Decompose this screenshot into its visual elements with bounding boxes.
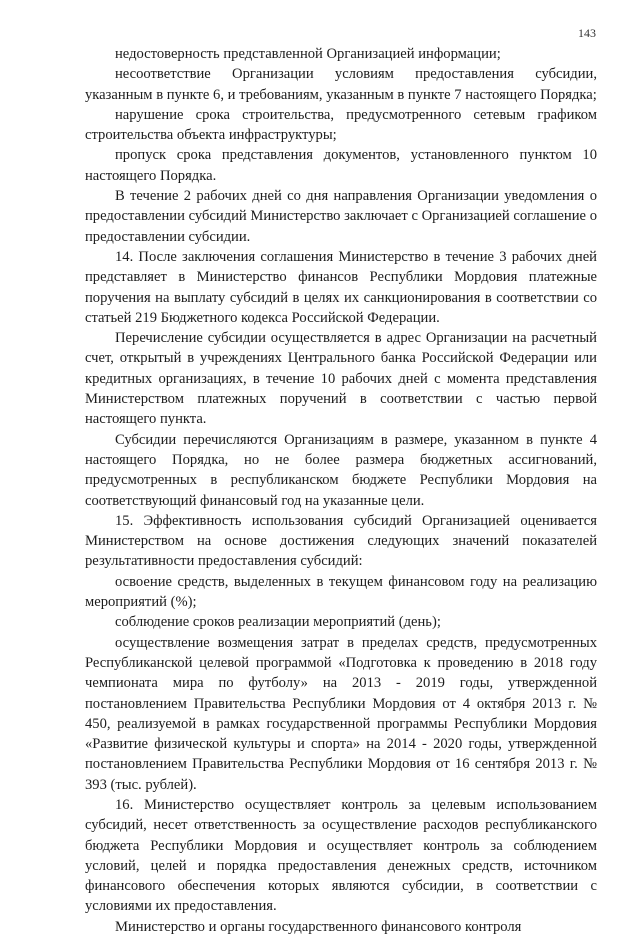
paragraph: Перечисление субсидии осуществляется в адрес Организации на расчетный счет, открытый в учреждениях Центрального банка Российской Федерации или кредитных организациях, в течение 10 рабочих дней с момента представления Министерством платежных поручений в соответствии с частью первой настоящего пункта. [85,330,597,428]
paragraph: 14. После заключения соглашения Министерство в течение 3 рабочих дней представляет в Министерство финансов Республики Мордовия платежные поручения на выплату субсидий в целях их санкционирования в соответствии со статьей 219 Бюджетного кодекса Российской Федерации. [85,248,597,326]
paragraph: осуществление возмещения затрат в пределах средств, предусмотренных Республиканской целевой программой «Подготовка к проведению в 2018 году чемпионата мира по футболу» на 2013 - 2019 годы, утвержденной постановлением Правительства Республики Мордовия от 4 октября 2013 г. № 450, реализуемой в рамках государственной программы Республики Мордовия «Развитие физической культуры и спорта» на 2014 - 2020 годы, утвержденной постановлением Правительства Республики Мордовия от 16 сентября 2013 г. № 393 (тыс. рублей). [85,634,597,793]
paragraph: освоение средств, выделенных в текущем финансовом году на реализацию мероприятий (%); [85,573,597,611]
paragraph: Субсидии перечисляются Организациям в размере, указанном в пункте 4 настоящего Порядка, но не более размера бюджетных ассигнований, предусмотренных в республиканском бюджете Республики Мордовия на соответствующий финансовый год на указанные цели. [85,431,597,509]
paragraph: пропуск срока представления документов, установленного пунктом 10 настоящего Порядка. [85,147,597,184]
paragraph: 15. Эффективность использования субсидий Организацией оценивается Министерством на основе достижения следующих значений показателей результативности предоставления субсидий: [85,512,597,570]
page-number: 143 [578,26,596,40]
paragraph: Министерство и органы государственного финансового контроля [115,918,522,935]
paragraph: несоответствие Организации условиям предоставления субсидии, указанным в пункте 6, и требованиям, указанным в пункте 7 настоящего Порядка; [85,66,597,103]
document-body [85,44,597,937]
paragraph: недостоверность представленной Организацией информации; [115,46,501,62]
paragraph: соблюдение сроков реализации мероприятий (день); [115,614,441,631]
paragraph: 16. Министерство осуществляет контроль за целевым использованием субсидий, несет ответственность за осуществление расходов республиканского бюджета Республики Мордовия и осуществляет контроль за соблюдением условий, целей и порядка предоставления денежных средств, источником финансового обеспечения которых являются субсидии, в соответствии с условиями их предоставления. [85,796,597,915]
paragraph: нарушение срока строительства, предусмотренного сетевым графиком строительства объекта инфраструктуры; [85,106,597,144]
paragraph: В течение 2 рабочих дней со дня направления Организации уведомления о предоставлении субсидий Министерство заключает с Организацией соглашение о предоставлении субсидии. [85,188,597,245]
